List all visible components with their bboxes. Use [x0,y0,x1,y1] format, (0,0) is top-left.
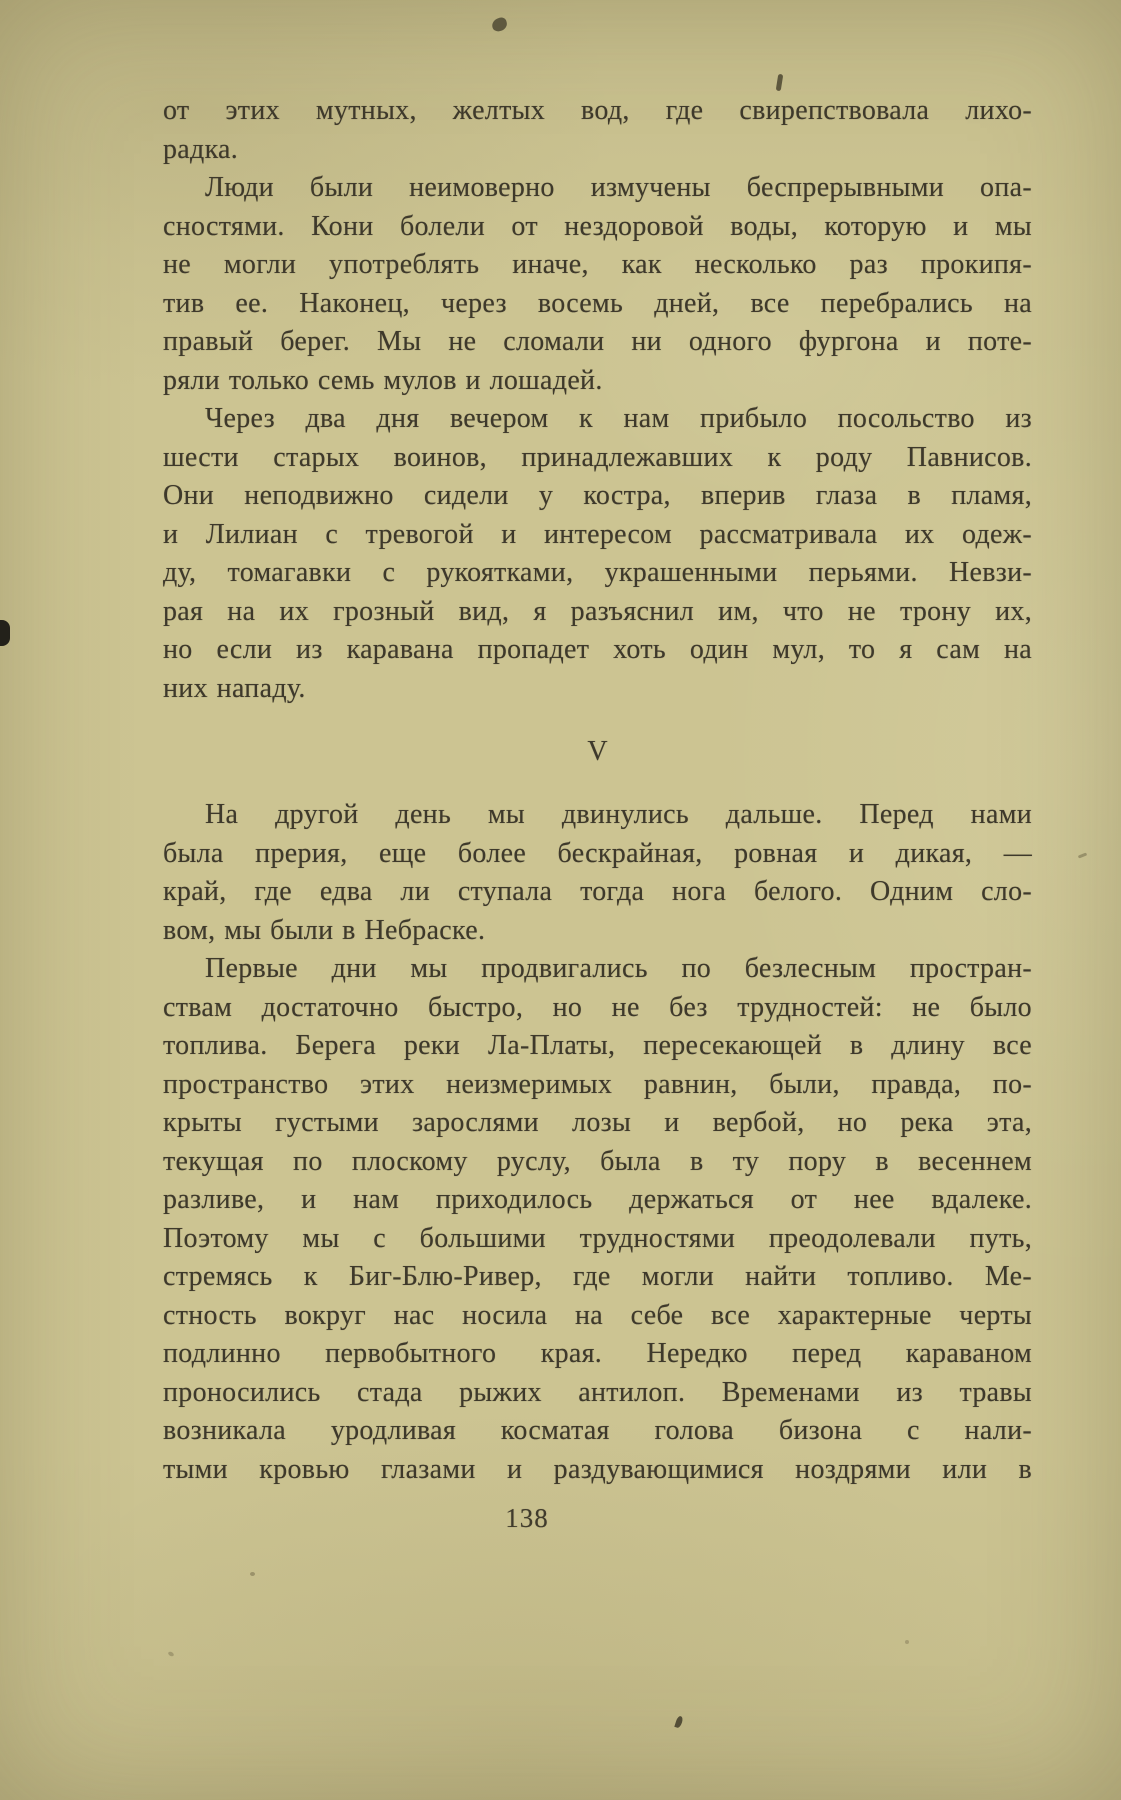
page-text [163,92,1032,1489]
paper-speck [250,1572,255,1576]
paragraph-group-top [163,92,1032,708]
section-heading: V [587,736,608,767]
text-line: шести старых воинов, принадлежавших к роду Павнисов. [163,441,1032,473]
text-line: На другой день мы двинулись дальше. Перед нами [205,799,1032,830]
text-line: вом, мы были в Небраске. [163,914,486,946]
text-line: них нападу. [163,672,306,704]
text-line: крыты густыми зарослями лозы и вербой, но река эта, [163,1107,1032,1138]
text-line: Через два дня вечером к нам прибыло посольство из [205,403,1032,434]
text-line: тив ее. Наконец, через восемь дней, все перебрались на [163,287,1032,319]
text-line: Первые дни мы продвигались по безлесным простран- [205,953,1032,984]
text-line: но если из каравана пропадет хоть один мул, то я сам на [163,634,1032,665]
text-line: стремясь к Биг-Блю-Ривер, где могли найти топливо. Ме- [163,1261,1032,1292]
text-line: от этих мутных, желтых вод, где свирепствовала лихо- [163,95,1032,126]
text-line: Люди были неимоверно измучены беспрерывными опа- [205,172,1032,203]
page-number: 138 [505,1503,549,1533]
text-line: ду, томагавки с рукоятками, украшенными перьями. Невзи- [163,557,1032,588]
text-line: пространство этих неизмеримых равнин, были, правда, по- [163,1068,1032,1100]
text-line: не могли употреблять иначе, как несколько раз прокипя- [163,249,1032,280]
paper-speck [674,1715,683,1728]
text-line: возникала уродливая косматая голова бизона с нали- [163,1415,1032,1446]
text-line: стность вокруг нас носила на себе все характерные черты [163,1299,1032,1331]
text-line: текущая по плоскому руслу, была в ту пору в весеннем [163,1145,1032,1177]
paragraph-group-bottom [163,796,1032,1489]
text-line: ряли только семь мулов и лошадей. [163,364,603,396]
text-line: тыми кровью глазами и раздувающимися ноздрями или в [163,1453,1032,1485]
paper-speck [167,1651,174,1657]
text-line: и Лилиан с тревогой и интересом рассматривала их одеж- [163,518,1032,550]
text-line: рая на их грозный вид, я разъяснил им, что не трону их, [163,595,1032,627]
text-line: проносились стада рыжих антилоп. Временами из травы [163,1376,1032,1408]
text-line: разливе, и нам приходилось держаться от нее вдалеке. [163,1184,1032,1215]
text-line: была прерия, еще более бескрайная, ровная и дикая, — [163,837,1032,869]
text-line: Поэтому мы с большими трудностями преодолевали путь, [163,1222,1032,1254]
text-line: подлинно первобытного края. Нередко перед караваном [163,1338,1032,1369]
ink-tick-artifact [776,74,784,92]
ink-blot-artifact [491,16,509,32]
text-line: ствам достаточно быстро, но не без трудностей: не было [163,991,1032,1023]
text-line: сностями. Кони болели от нездоровой воды, которую и мы [163,210,1032,242]
text-line: радка. [163,133,239,165]
margin-speck [1078,852,1087,858]
text-line: Они неподвижно сидели у костра, вперив глаза в пламя, [163,480,1032,511]
paper-speck [905,1640,909,1644]
scan-edge-mark [0,620,10,646]
text-line: край, где едва ли ступала тогда нога белого. Одним сло- [163,876,1032,907]
text-line: правый берег. Мы не сломали ни одного фургона и поте- [163,326,1032,357]
text-line: топлива. Берега реки Ла-Платы, пересекающей в длину все [163,1030,1032,1061]
